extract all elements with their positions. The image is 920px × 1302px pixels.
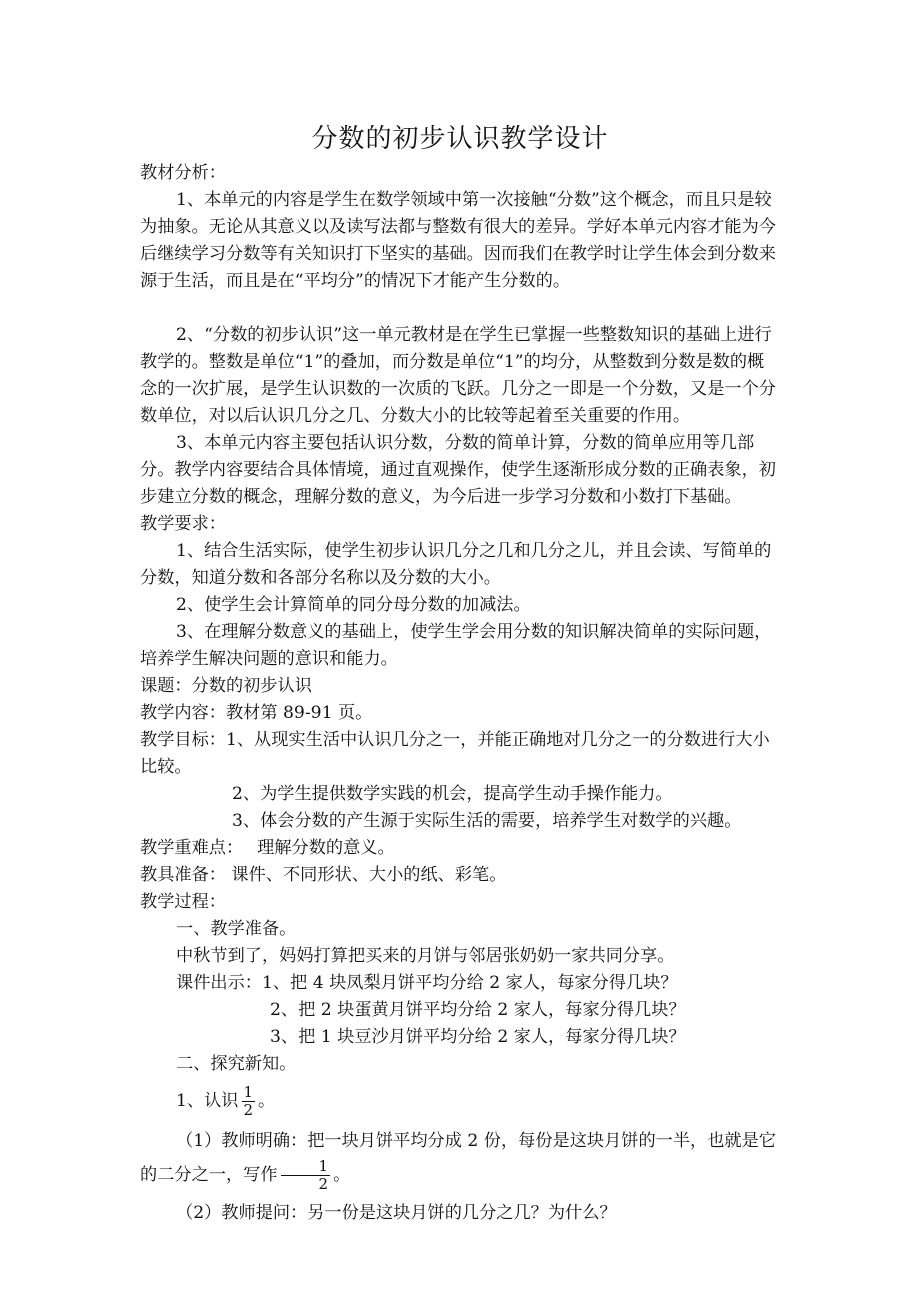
paragraph-gap: [140, 295, 780, 322]
requirement-item: 3、在理解分数意义的基础上，使学生学会用分数的知识解决简单的实际问题，培养学生解决问题的意识和能力。: [140, 622, 772, 669]
recognize-fraction-period: 。: [258, 1091, 276, 1111]
fraction-one-half: [281, 1159, 331, 1192]
section-heading-process: 教学过程：: [140, 892, 226, 912]
lesson-topic: 课题：分数的初步认识: [140, 676, 312, 696]
fraction-numerator: 1: [243, 1083, 254, 1101]
process-step-1-text: 中秋节到了，妈妈打算把买来的月饼与邻居张奶奶一家共同分享。: [176, 946, 675, 966]
fraction-denominator: 2: [243, 1101, 254, 1119]
teacher-question: （2）教师提问：另一份是这块月饼的几分之几？为什么？: [176, 1203, 617, 1223]
requirement-item: 1、结合生活实际，使学生初步认识几分之几和几分之儿，并且会读、写简单的分数，知道分数和各部分名称以及分数的大小。: [140, 541, 772, 588]
lesson-key-points: 教学重难点： 理解分数的意义。: [140, 838, 395, 858]
recognize-fraction-label: 1、认识: [176, 1091, 239, 1111]
lesson-goal-1: 教学目标：1、从现实生活中认识几分之一，并能正确地对几分之一的分数进行大小比较。: [140, 730, 770, 777]
process-step-1-heading: 一、教学准备。: [176, 919, 297, 939]
page-title: 分数的初步认识教学设计: [311, 124, 609, 154]
courseware-question-2: 2、把 2 块蛋黄月饼平均分给 2 家人，每家分得几块？: [270, 1000, 686, 1020]
fraction-one-half: [242, 1085, 256, 1118]
section-heading-textbook-analysis: 教材分析：: [140, 163, 226, 183]
fraction-denominator: 2: [318, 1175, 329, 1193]
section-heading-requirements: 教学要求：: [140, 514, 226, 534]
teacher-explanation-text: （1）教师明确：把一块月饼平均分成 2 份，每份是这块月饼的一半，也就是它的二分之一，写作: [140, 1131, 776, 1185]
courseware-question-3: 3、把 1 块豆沙月饼平均分给 2 家人，每家分得几块？: [270, 1027, 686, 1047]
teacher-explanation-period: 。: [333, 1165, 351, 1185]
fraction-numerator: 1: [281, 1159, 331, 1176]
document-body: [140, 160, 780, 1227]
lesson-goal-2: 2、为学生提供数学实践的机会，提高学生动手操作能力。: [232, 784, 673, 804]
requirement-item: 2、使学生会计算简单的同分母分数的加减法。: [176, 595, 531, 615]
analysis-paragraph-3: 3、本单元内容主要包括认识分数，分数的简单计算，分数的简单应用等几部分。教学内容要结合具体情境，通过直观操作，使学生逐渐形成分数的正确表象，初步建立分数的概念，理解分数的意义，为今后进一步学习分数和小数打下基础。: [140, 433, 776, 507]
teacher-explanation-paragraph: [140, 1124, 780, 1192]
analysis-paragraph-2: 2、“分数的初步认识”这一单元教材是在学生已掌握一些整数知识的基础上进行教学的。整数是单位“1”的叠加，而分数是单位“1”的均分，从整数到分数是数的概念的一次扩展，是学生认识数的一次质的飞跃。几分之一即是一个分数，又是一个分数单位，对以后认识几分之几、分数大小的比较等起着至关重要的作用。: [140, 325, 776, 426]
lesson-content: 教学内容：教材第 89-91 页。: [140, 703, 373, 723]
process-step-2-heading: 二、探究新知。: [176, 1054, 297, 1074]
lesson-tools: 教具准备： 课件、不同形状、大小的纸、彩笔。: [140, 865, 507, 885]
courseware-question-1: 课件出示：1、把 4 块凤梨月饼平均分给 2 家人，每家分得几块？: [176, 973, 678, 993]
lesson-goal-3: 3、体会分数的产生源于实际生活的需要，培养学生对数学的兴趣。: [232, 811, 742, 831]
recognize-fraction-item: [140, 1078, 780, 1124]
analysis-paragraph-1: 1、本单元的内容是学生在数学领域中第一次接触“分数”这个概念，而且只是较为抽象。无论从其意义以及读写法都与整数有很大的差异。学好本单元内容才能为今后继续学习分数等有关知识打下坚实的基础。因而我们在教学时让学生体会到分数来源于生活，而且是在“平均分”的情况下才能产生分数的。: [140, 190, 776, 291]
